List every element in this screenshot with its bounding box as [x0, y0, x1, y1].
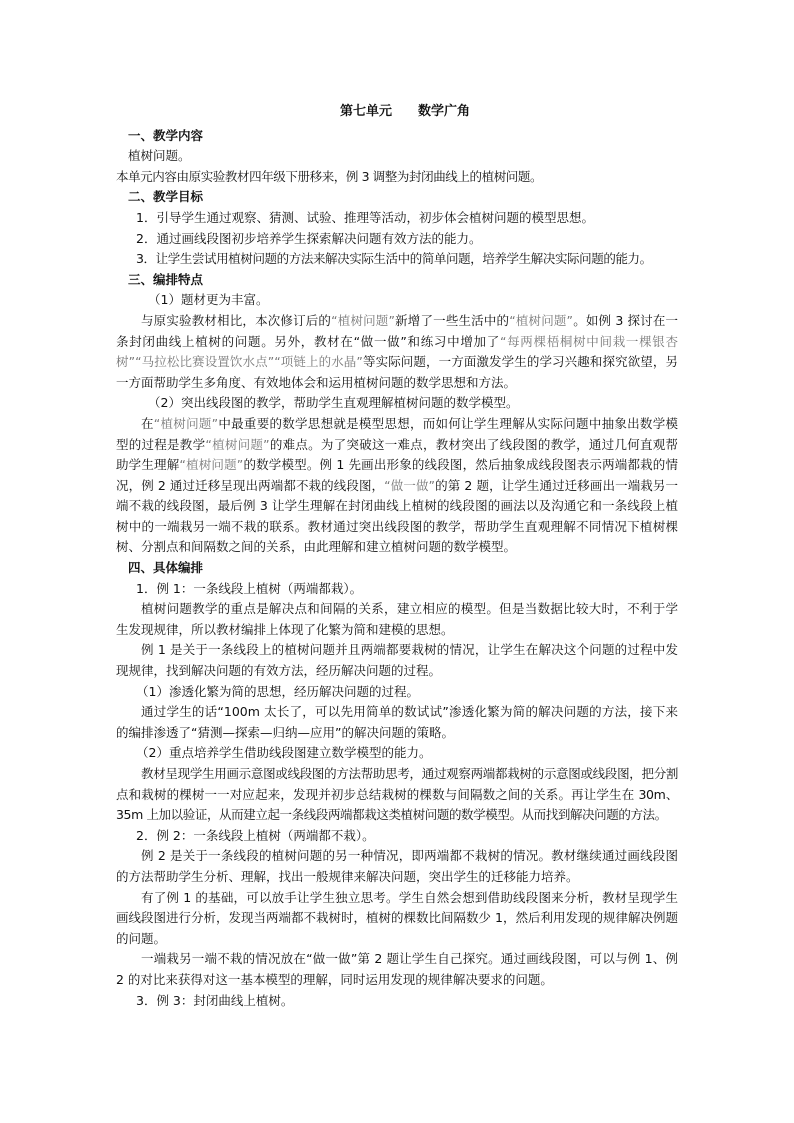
feature-1: （1）题材更为丰富。	[148, 292, 269, 308]
text-run: 的数学模型。例 1 先画出形象的线段图，然后抽象成线段图表示两端都栽的情况，例 2 通过迁移呈现出两端都不栽的线段图，	[116, 457, 678, 493]
example-3-heading: 3．例 3：封闭曲线上植树。	[136, 992, 294, 1008]
quote-run: “马拉松比赛设置饮水点”	[135, 354, 275, 370]
goal-3: 3．让学生尝试用植树问题的方法来解决实际生活中的简单问题，培养学生解决实际问题的能力。	[136, 251, 652, 267]
feature-1-paragraph	[116, 311, 678, 393]
example-1-heading: 1．例 1：一条线段上植树（两端都栽）。	[136, 580, 363, 596]
example-1-paragraph-3: 通过学生的话“100m 太长了，可以先用简单的数试试”渗透化繁为简的解决问题的方法，接下来的编排渗透了“猜测—探索—归纳—应用”的解决问题的策略。	[116, 704, 678, 740]
quote-run: “项链上的水晶”	[274, 354, 363, 370]
example-1-subpoint-2: （2）重点培养学生借助线段图建立数学模型的能力。	[136, 745, 432, 761]
example-2-paragraph-1: 例 2 是关于一条线段的植树问题的另一种情况，即两端都不栽树的情况。教材继续通过画线段图的方法帮助学生分析、理解，找出一般规律来解决问题，突出学生的迁移能力培养。	[116, 848, 678, 884]
section-heading-goals: 二、教学目标	[128, 189, 204, 205]
title-unit: 第七单元	[339, 104, 392, 119]
document-body	[116, 102, 678, 1011]
text-run: 与原实验教材相比，本次修订后的	[141, 312, 332, 328]
text-run: 的第 2 题，让学生通过迁移画出一端栽另一端不栽的线段图，最后例 3 让学生理解在封闭曲线上植树的线段图的画法以及沟通它和一条线段上植树中的一端栽另一端不栽的联系。教材通过突出线段图的教学，帮助学生直观理解不同情况下植树棵树、分割点和间隔数之间的关系，由此理解和建立植树问题的数学模型。	[116, 477, 679, 555]
text-run: 的难点。为了突破这一难点，教材突出了线段图的教学，通过几何直观帮助学生理解	[116, 436, 678, 473]
quote-run: “植树问题”	[179, 457, 244, 473]
feature-2-paragraph	[116, 414, 678, 558]
quote-run: “植树问题”	[509, 312, 574, 328]
example-2-paragraph-2: 有了例 1 的基础，可以放手让学生独立思考。学生自然会想到借助线段图来分析，教材呈现学生画线段图进行分析，发现当两端都不栽树时，植树的棵数比间隔数少 1，然后利用发现的规律解决例题的问题。	[116, 889, 678, 946]
quote-run: “植树问题”	[153, 415, 219, 431]
text-run: 中最重要的数学思想就是模型思想，而如何让学生理解从实际问题中抽象出数学模型的过程是教学	[116, 415, 678, 452]
example-1-paragraph-2: 例 1 是关于一条线段上的植树问题并且两端都要栽树的情况，让学生在解决这个问题的过程中发现规律，找到解决问题的有效方法，经历解决问题的过程。	[116, 642, 678, 679]
text-run: 在	[141, 415, 154, 431]
page-title	[116, 102, 678, 123]
text-run: 新增了一些生活中的	[394, 312, 510, 328]
title-name: 数学广角	[418, 104, 471, 119]
example-2-paragraph-3: 一端栽另一端不栽的情况放在“做一做”第 2 题让学生自己探究。通过画线段图，可以与例 1、例 2 的对比来获得对这一基本模型的理解，同时运用发现的规律解决要求的问题。	[116, 951, 678, 987]
goal-2: 2．通过画线段图初步培养学生探索解决问题有效方法的能力。	[136, 230, 482, 246]
content-line-2: 本单元内容由原实验教材四年级下册移来，例 3 调整为封闭曲线上的植树问题。	[116, 168, 543, 184]
content-line-1: 植树问题。	[128, 148, 191, 164]
example-2-heading: 2．例 2：一条线段上植树（两端都不栽）。	[136, 827, 375, 843]
section-heading-features: 三、编排特点	[128, 271, 204, 287]
section-heading-arrangement: 四、具体编排	[128, 560, 204, 576]
quote-run: “植树问题”	[331, 312, 395, 328]
quote-run: “做一做”	[384, 477, 436, 493]
quote-run: “每两棵梧桐树中间栽一棵银杏树”	[116, 333, 679, 370]
feature-2: （2）突出线段图的教学，帮助学生直观理解植树问题的数学模型。	[148, 395, 519, 411]
goal-1: 1．引导学生通过观察、猜测、试验、推理等活动，初步体会植树问题的模型思想。	[136, 209, 594, 225]
quote-run: “植树问题”	[205, 436, 270, 452]
text-run: 等实际问题，一方面激发学生的学习兴趣和探究欲望，另一方面帮助学生多角度、有效地体会和运用植树问题的数学思想和方法。	[116, 354, 679, 390]
section-heading-content: 一、教学内容	[128, 127, 204, 143]
example-1-subpoint-1: （1）渗透化繁为简的思想，经历解决问题的过程。	[136, 683, 419, 699]
text-run: 。如例 3 探讨在一条封闭曲线上植树的问题。另外，教材在“做一做”和练习中增加了	[116, 312, 678, 349]
example-1-paragraph-1: 植树问题教学的重点是解决点和间隔的关系，建立相应的模型。但是当数据比较大时，不利于学生发现规律，所以教材编排上体现了化繁为简和建模的思想。	[116, 601, 678, 637]
example-1-paragraph-4: 教材呈现学生用画示意图或线段图的方法帮助思考，通过观察两端都栽树的示意图或线段图，把分割点和栽树的棵树一一对应起来，发现并初步总结栽树的棵数与间隔数之间的关系。再让学生在 30m、35m 上加以验证，从而建立起一条线段两端都栽这类植树问题的数学模型。从而找到解决问题的方法。	[116, 766, 678, 823]
